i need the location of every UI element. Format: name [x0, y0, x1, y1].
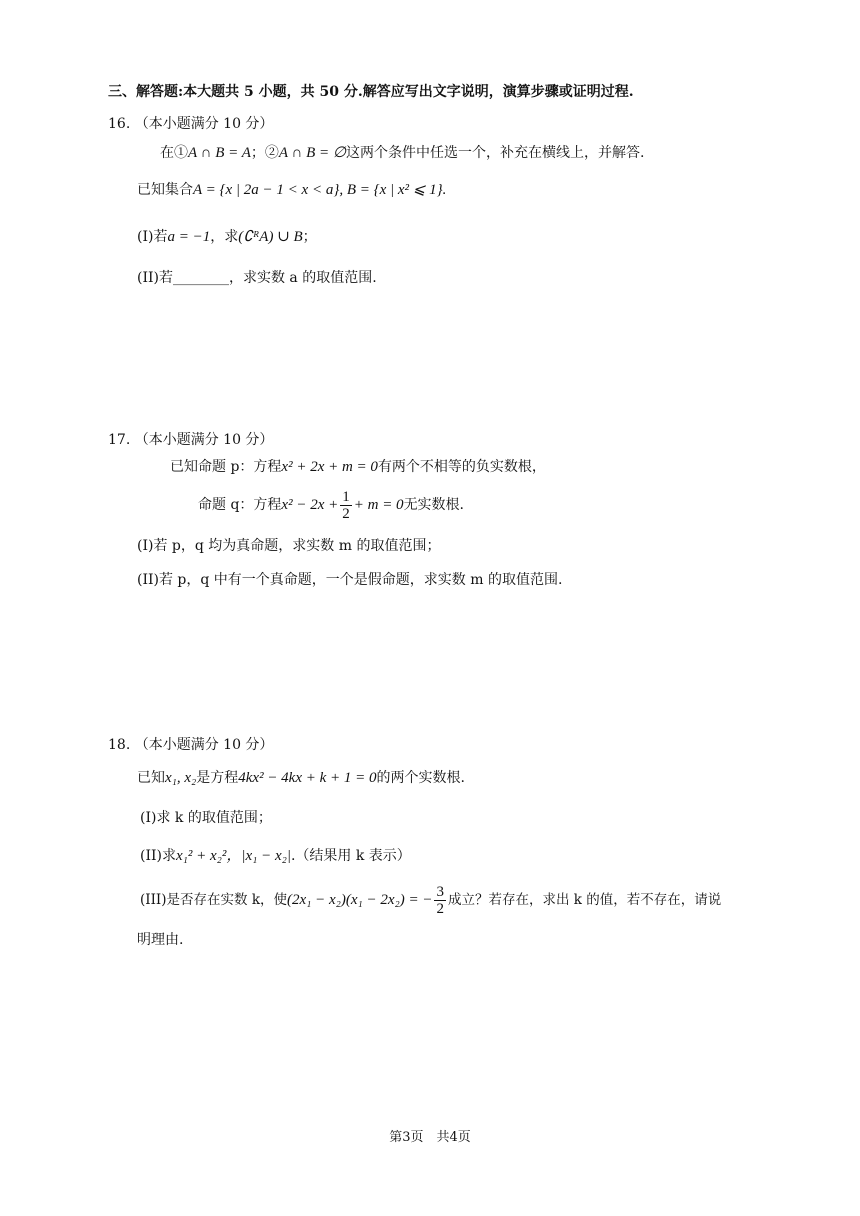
- section-heading: 三、解答题:本大题共 5 小题，共 50 分.解答应写出文字说明，演算步骤或证明过程.: [108, 84, 634, 100]
- q17-number: 17.: [108, 432, 131, 448]
- q18-part3-fraction-denominator: 2: [436, 901, 444, 917]
- q16-part1-expression: (∁ᴿA) ∪ B: [238, 229, 303, 245]
- q16-part2-text: ，求实数 a 的取值范围.: [228, 270, 377, 286]
- q18-given-roots: x₁, x₂: [165, 770, 197, 786]
- q16-points: （本小题满分 10 分）: [134, 116, 274, 132]
- q16-intro-text-3: 这两个条件中任选一个，补充在横线上，并解答.: [345, 145, 645, 161]
- q17-points: （本小题满分 10 分）: [134, 432, 274, 448]
- q18-given-prefix: 已知: [137, 770, 165, 786]
- q17-p-equation: x² + 2x + m = 0: [281, 459, 378, 475]
- q18-part2-suffix: .（结果用 k 表示）: [290, 848, 411, 864]
- q16-condition-1: A ∩ B = A: [188, 145, 251, 161]
- q16-intro-text-2: ；②: [250, 145, 279, 161]
- q18-part3: [140, 883, 721, 917]
- q17-p-prefix: 已知命题 p：方程: [170, 459, 282, 475]
- q18-part3-fraction-numerator: 3: [436, 884, 444, 900]
- q17-q-equation-left: x² − 2x +: [281, 497, 339, 513]
- q16-part1-label: (I)若: [137, 229, 168, 245]
- q16-part2-label: (II)若: [137, 270, 173, 286]
- q16-part1: [137, 227, 317, 247]
- q18-given-mid: 是方程: [196, 770, 239, 786]
- q18-part3-expression: (2x₁ − x₂)(x₁ − 2x₂) = −: [287, 892, 433, 908]
- q16-answer-blank: ________: [172, 270, 229, 286]
- q16-given-sets: A = {x | 2a − 1 < x < a}, B = {x | x² ⩽ 1}.: [193, 182, 447, 198]
- q18-part2: [140, 846, 411, 866]
- q18-part3-prefix: (III)是否存在实数 k，使: [140, 892, 288, 908]
- q16-part1-mid: ，求: [210, 229, 239, 245]
- q17-q-fraction-denominator: 2: [342, 505, 350, 522]
- q16-given: [137, 180, 446, 200]
- q16-condition-2: A ∩ B = ∅: [278, 145, 346, 161]
- q18-part3-fraction: [434, 884, 446, 917]
- q17-header: [108, 430, 273, 450]
- q18-points: （本小题满分 10 分）: [134, 737, 274, 753]
- q17-q-prefix: 命题 q：方程: [198, 497, 282, 513]
- q16-intro: [160, 143, 644, 163]
- q16-number: 16.: [108, 116, 131, 132]
- q18-part2-expression: x₁² + x₂²，|x₁ − x₂|: [175, 848, 291, 864]
- q16-part2: [137, 268, 377, 288]
- q18-given: [137, 768, 465, 788]
- q18-header: [108, 735, 273, 755]
- q18-part1: (I)求 k 的取值范围；: [140, 810, 272, 826]
- q17-part1: (I)若 p，q 均为真命题，求实数 m 的取值范围；: [137, 538, 441, 554]
- q17-q-equation-right: + m = 0: [353, 497, 404, 513]
- q18-number: 18.: [108, 737, 131, 753]
- q18-given-equation: 4kx² − 4kx + k + 1 = 0: [238, 770, 377, 786]
- q18-part3-suffix: 成立？若存在，求出 k 的值，若不存在，请说: [447, 892, 722, 908]
- q18-given-suffix: 的两个实数根.: [376, 770, 465, 786]
- q17-q-fraction: [340, 489, 352, 522]
- page-footer: 第3页 共4页: [389, 1130, 471, 1145]
- q17-q-fraction-numerator: 1: [342, 488, 350, 505]
- q17-q-suffix: 无实数根.: [403, 497, 465, 513]
- q16-part1-end: ；: [302, 229, 317, 245]
- q17-proposition-q: [198, 488, 464, 522]
- q17-proposition-p: [170, 457, 546, 477]
- q17-part2: (II)若 p，q 中有一个真命题，一个是假命题，求实数 m 的取值范围.: [137, 572, 563, 588]
- q18-part3-continuation: 明理由.: [137, 932, 184, 948]
- q17-p-suffix: 有两个不相等的负实数根，: [377, 459, 546, 475]
- q16-given-prefix: 已知集合: [137, 182, 193, 198]
- q16-part1-condition: a = −1: [167, 229, 211, 245]
- q16-header: [108, 114, 273, 134]
- q18-part2-label: (II)求: [140, 848, 176, 864]
- q16-intro-text-1: 在①: [160, 145, 188, 161]
